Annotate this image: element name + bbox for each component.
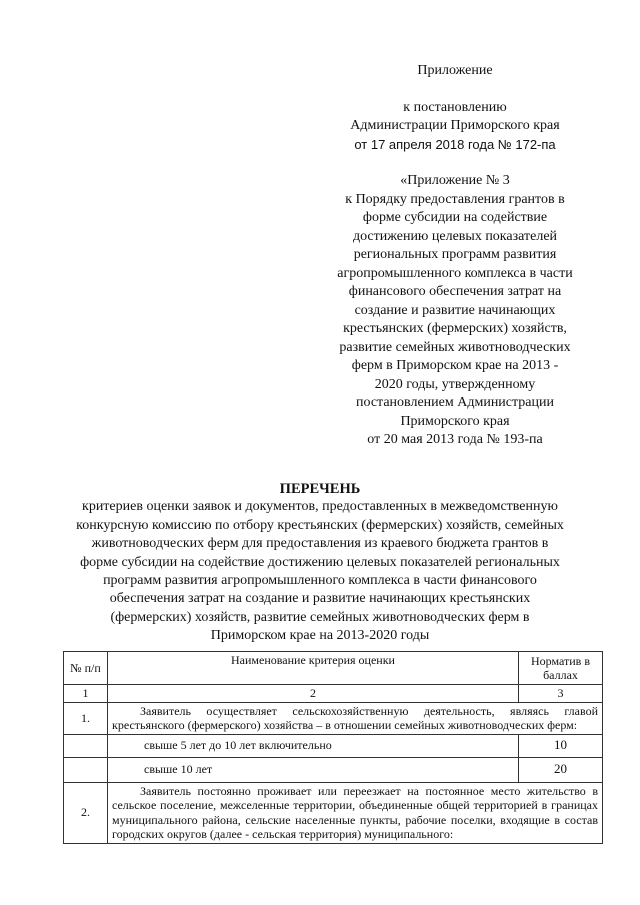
table-row <box>64 782 603 843</box>
title-line: критериев оценки заявок и документов, предоставленных в межведомственную <box>82 499 558 515</box>
row-number: 2. <box>64 782 108 843</box>
quote-line: «Приложение № 3 <box>400 173 510 188</box>
quote-line: форме субсидии на содействие <box>362 210 548 225</box>
row-number: 1. <box>64 702 108 734</box>
column-number-row <box>64 685 603 703</box>
title-line: Приморском крае на 2013-2020 годы <box>210 628 430 644</box>
quote-line: агропромышленного комплекса в части <box>337 265 573 281</box>
appendix-header <box>300 62 610 450</box>
points-value: 20 <box>519 757 603 782</box>
col-number: 2 <box>108 685 519 703</box>
title-line: программ развития агропромышленного комплекса в части финансового <box>103 573 537 589</box>
header-num: № п/п <box>64 652 108 685</box>
quote-line: постановлением Администрации <box>356 395 554 410</box>
table-row <box>64 702 603 734</box>
table-row <box>64 734 603 757</box>
spacer <box>300 154 610 172</box>
header-points: Норматив в баллах <box>519 652 603 685</box>
title-line: форме субсидии на содействие достижению целевых показателей региональных <box>80 554 560 570</box>
quote-line: крестьянских (фермерских) хозяйств, <box>343 321 567 336</box>
quote-line: от 20 мая 2013 года № 193-па <box>367 432 543 447</box>
criterion-text: Заявитель постоянно проживает или переезжает на постоянное место жительство в сельское поселение, межселенные территории, объединенные общей территорией в границах муниципального района, сельские населенные пункты, рабочие поселки, входящие в состав городских округов (далее - сельская территория) муниципального: <box>108 782 603 843</box>
quote-line: Приморского края <box>400 413 510 429</box>
appendix-line: Приложение <box>417 63 493 78</box>
title-line: конкурсную комиссию по отбору крестьянских (фермерских) хозяйств, семейных <box>76 517 564 533</box>
appendix-line: к постановлению <box>403 99 507 115</box>
criterion-subitem: свыше 10 лет <box>108 757 519 782</box>
quote-line: 2020 годы, утвержденному <box>374 376 536 392</box>
spacer <box>300 81 610 99</box>
empty-cell <box>64 757 108 782</box>
quote-line: создание и развитие начинающих <box>354 302 556 318</box>
table-row <box>64 757 603 782</box>
document-title <box>50 480 590 646</box>
empty-cell <box>64 734 108 757</box>
criterion-text: Заявитель осуществляет сельскохозяйственную деятельность, являясь главой крестьянского (фермерского) хозяйства – в отношении семейных животноводческих ферм: <box>108 702 603 734</box>
quote-line: к Порядку предоставления грантов в <box>345 191 565 207</box>
quote-line: региональных программ развития <box>353 247 557 262</box>
quote-line: развитие семейных животноводческих <box>339 339 571 355</box>
quote-line: ферм в Приморском крае на 2013 - <box>351 358 559 373</box>
quote-line: финансового обеспечения затрат на <box>348 284 562 299</box>
quote-line: достижению целевых показателей <box>352 228 558 244</box>
table-header-row <box>64 652 603 685</box>
col-number: 3 <box>519 685 603 703</box>
appendix-date-line: от 17 апреля 2018 года № 172-па <box>354 136 556 152</box>
title-line: животноводческих ферм для предоставления из краевого бюджета грантов в <box>91 536 549 552</box>
appendix-line: Администрации Приморского края <box>350 118 560 133</box>
criterion-subitem: свыше 5 лет до 10 лет включительно <box>108 734 519 757</box>
title-heading: ПЕРЕЧЕНЬ <box>279 481 361 497</box>
title-line: (фермерских) хозяйств, развитие семейных животноводческих ферм в <box>110 609 530 625</box>
col-number: 1 <box>64 685 108 703</box>
header-name: Наименование критерия оценки <box>108 652 519 685</box>
points-value: 10 <box>519 734 603 757</box>
criteria-table <box>63 651 603 844</box>
title-line: обеспечения затрат на создание и развитие начинающих крестьянских <box>109 591 531 607</box>
